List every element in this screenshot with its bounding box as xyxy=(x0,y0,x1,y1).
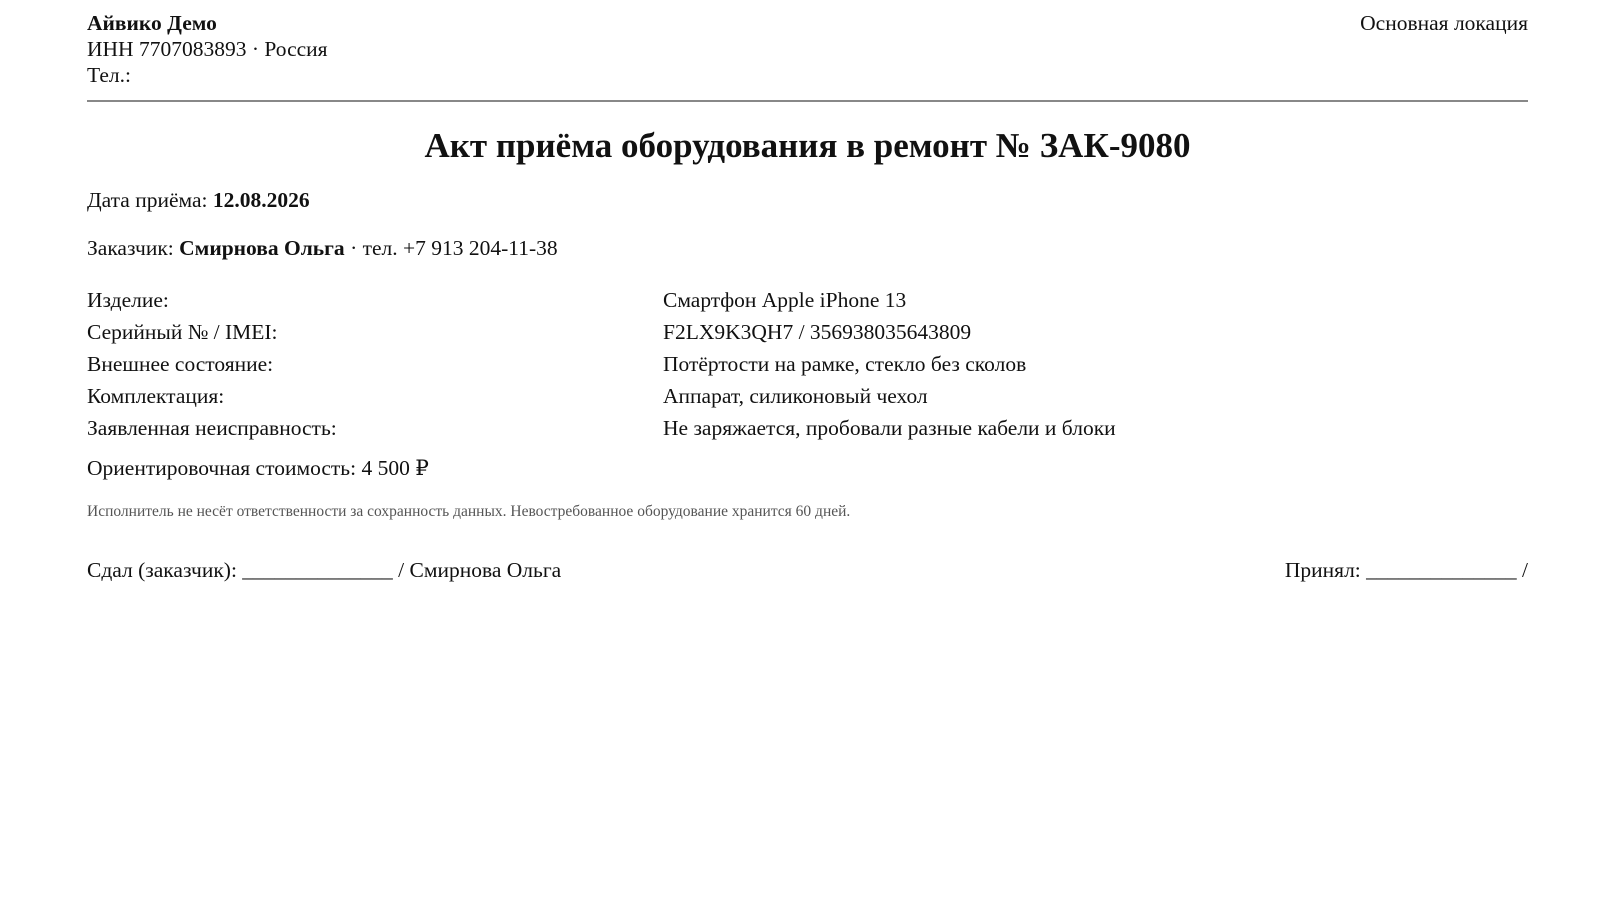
detail-row xyxy=(87,348,1528,380)
document-title: Акт приёма оборудования в ремонт № ЗАК-9080 xyxy=(424,126,1191,165)
detail-value: Потёртости на рамке, стекло без сколов xyxy=(663,351,1027,376)
signature-block xyxy=(87,556,1528,584)
intake-date xyxy=(87,186,1528,214)
disclaimer-note: Исполнитель не несёт ответственности за сохранность данных. Невостребованное оборудование хранится 60 дней. xyxy=(87,503,851,520)
company-block xyxy=(87,10,328,88)
customer-signature: Сдал (заказчик): ______________ / Смирнова Ольга xyxy=(87,558,562,582)
location-label: Основная локация xyxy=(1360,11,1528,35)
detail-value: Не заряжается, пробовали разные кабели и блоки xyxy=(663,415,1116,440)
intake-date-label: Дата приёма: xyxy=(87,188,208,212)
intake-date-value: 12.08.2026 xyxy=(212,188,310,212)
company-phone: Тел.: xyxy=(87,63,131,87)
document-content xyxy=(87,10,1528,584)
detail-row xyxy=(87,316,1528,348)
customer-name: Смирнова Ольга xyxy=(179,236,345,260)
device-details xyxy=(87,284,1528,444)
company-name: Айвико Демо xyxy=(87,11,217,35)
detail-row xyxy=(87,412,1528,444)
detail-row xyxy=(87,380,1528,412)
detail-value: Смартфон Apple iPhone 13 xyxy=(663,287,907,312)
detail-row xyxy=(87,284,1528,316)
detail-value: Аппарат, силиконовый чехол xyxy=(663,383,928,408)
detail-value: F2LX9K3QH7 / 356938035643809 xyxy=(663,319,972,344)
customer-phone: · тел. +7 913 204-11-38 xyxy=(350,236,558,260)
detail-label: Внешнее состояние: xyxy=(87,351,274,376)
company-details: ИНН 7707083893 · Россия xyxy=(87,37,328,61)
detail-label: Заявленная неисправность: xyxy=(87,415,337,440)
detail-label: Комплектация: xyxy=(87,383,225,408)
customer-line xyxy=(87,234,1528,262)
receiver-signature: Принял: ______________ / xyxy=(1284,558,1528,582)
document-header xyxy=(87,10,1528,88)
estimated-cost: Ориентировочная стоимость: 4 500 ₽ xyxy=(87,456,429,480)
detail-label: Серийный № / IMEI: xyxy=(87,319,278,344)
customer-label: Заказчик: xyxy=(87,236,174,260)
header-divider xyxy=(87,100,1528,102)
detail-label: Изделие: xyxy=(87,287,169,312)
